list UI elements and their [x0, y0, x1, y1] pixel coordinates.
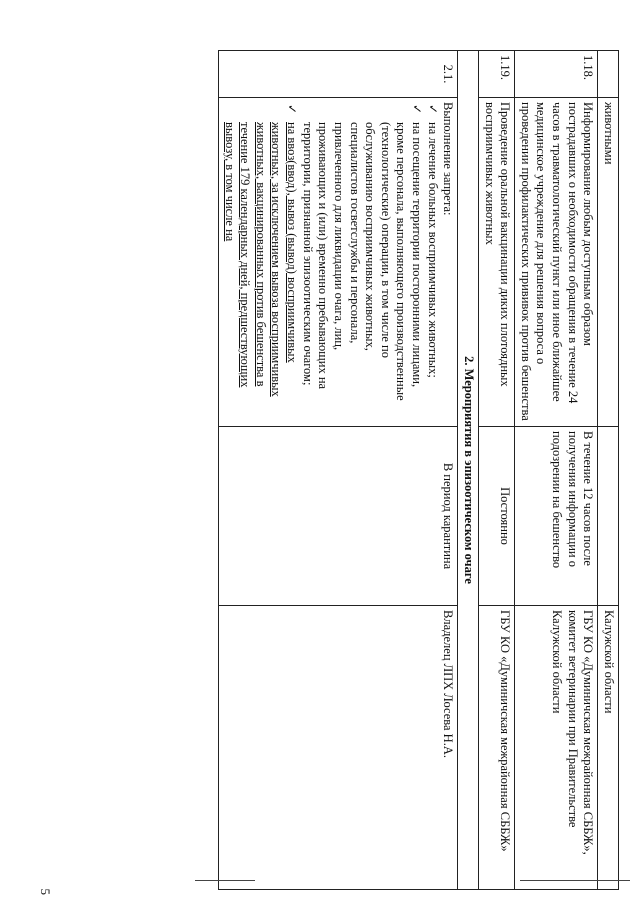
executor-cell: ГБУ КО «Думиничская межрайонная СББЖ», комитет ветеринарии при Правительстве Калужской области [515, 606, 598, 890]
executor-cell: Владелец ЛПХ Лосева Н.А. [219, 606, 458, 890]
page-number: 5 [38, 888, 53, 895]
row-number: 1.18. [515, 51, 598, 98]
executor-cell: ГБУ КО «Думиничская межрайонная СББЖ» [479, 606, 515, 890]
activity-cell: Информирование любым доступным образом пострадавших о необходимости обращения в течение 24 часов в травматологический пункт или иное ближайшее медицинское учреждение для решения вопроса о проведении профилактических прививок против бешенства [515, 98, 598, 427]
term-cell: В течение 12 часов после получения информации о подозрении на бешенство [515, 427, 598, 606]
scan-mark-line [520, 880, 630, 881]
table-row [219, 51, 458, 890]
activity-cell: животными [598, 98, 619, 427]
scan-mark-line [195, 880, 255, 881]
ban-list [221, 102, 440, 422]
list-item: ✓ на посещение территории посторонними лицами, кроме персонала, выполняющего производственные (технологические) операции, в том числе по обслуживанию восприимчивых животных, специалистов госветслужбы и персонала, привлеченного для ликвидации очага, лиц, проживающих и (или) временно пребывающих на территории, признанной эпизоотическим очагом; [299, 116, 424, 422]
table-row [479, 51, 515, 890]
section-title: 2. Мероприятия в эпизоотическом очаге [458, 51, 479, 890]
term-cell: Постоянно [479, 427, 515, 606]
plan-table [218, 50, 619, 890]
ban-intro: Выполнение запрета: [441, 102, 456, 216]
executor-cell: Калужской области [598, 606, 619, 890]
row-number: 1.19. [479, 51, 515, 98]
row-number: 2.1. [219, 51, 458, 98]
list-item: ✓ на лечение больных восприимчивых животных; [424, 116, 440, 422]
activity-cell [219, 98, 458, 427]
term-cell: В период карантина [219, 427, 458, 606]
list-item: ✓ на ввоз(ввод), вывоз (вывод) восприимчивых животных, за исключением вывоза восприимчивых животных, вакцинированных против бешенства в течение 179 календарных дней, предшествующих вывозу, в том числе на [221, 116, 299, 422]
table-row [515, 51, 598, 890]
row-number [598, 51, 619, 98]
section-row [458, 51, 479, 890]
table-row [598, 51, 619, 890]
activity-cell: Проведение оральной вакцинации диких плотоядных восприимчивых животных [479, 98, 515, 427]
term-cell [598, 427, 619, 606]
